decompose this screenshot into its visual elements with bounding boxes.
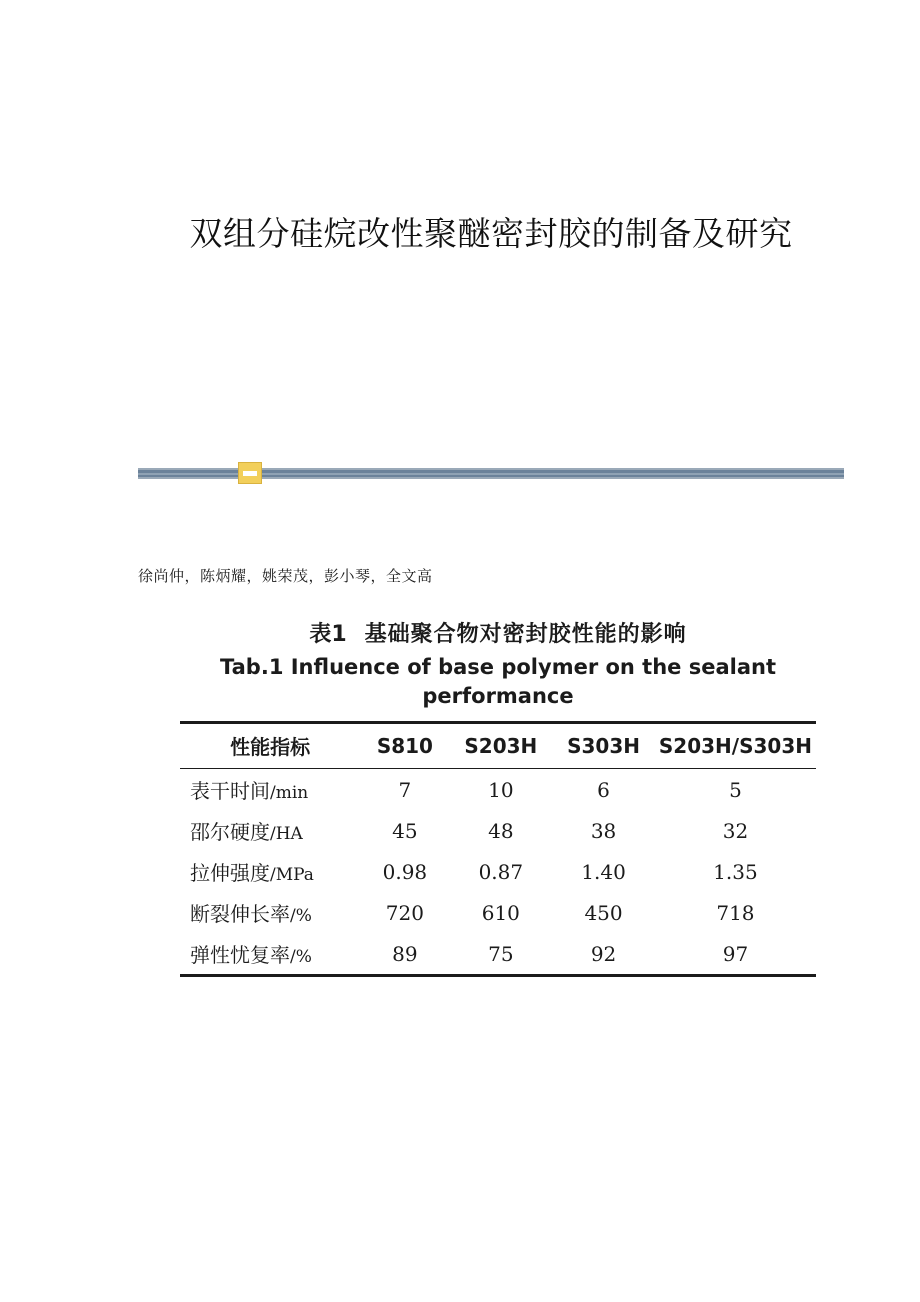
row-label-unit: /MPa — [270, 865, 314, 886]
table-cell: 1.40 — [581, 859, 626, 884]
row-label-unit: /HA — [270, 824, 303, 845]
figure-table-image — [158, 620, 838, 977]
table-cell: 45 — [392, 818, 418, 843]
row-label-text: 邵尔硬度 — [190, 820, 270, 845]
table-cell: 7 — [398, 777, 412, 802]
figure-caption-cn-text: 基础聚合物对密封胶性能的影响 — [364, 622, 687, 647]
table-cell: 92 — [590, 941, 617, 966]
table-cell: 0.87 — [478, 859, 524, 884]
figure-caption-number: 表1 — [309, 622, 347, 647]
figure-caption-cn — [158, 620, 838, 650]
table-cell: 10 — [488, 777, 514, 802]
table-cell: 0.98 — [382, 859, 428, 884]
table-cell: 75 — [488, 941, 514, 966]
page-title: 双组分硅烷改性聚醚密封胶的制备及研究 — [189, 217, 793, 253]
figure-caption-en: Tab.1 Influence of base polymer on the sealant performance — [220, 654, 776, 709]
table-cell: 1.35 — [713, 859, 758, 884]
table-body — [180, 769, 816, 976]
data-table — [180, 721, 816, 977]
decorative-divider — [138, 462, 844, 484]
table-header-cell-3: S303H — [567, 733, 640, 758]
table-cell: 450 — [584, 900, 623, 925]
table-row-label — [180, 769, 360, 811]
table-row — [180, 892, 816, 933]
table-row — [180, 769, 816, 811]
table-header-cell-1: S810 — [376, 733, 433, 758]
table-header-cell-2: S203H — [464, 733, 538, 758]
figure-table-wrapper — [158, 721, 838, 977]
table-header-row — [180, 723, 816, 769]
table-row-label — [180, 851, 360, 892]
table-cell: 718 — [716, 900, 755, 925]
table-cell: 32 — [722, 818, 749, 843]
author-list: 徐尚仲，陈炳耀，姚荣茂，彭小琴，全文高 — [138, 569, 433, 585]
table-cell: 97 — [722, 941, 749, 966]
page-content — [138, 0, 844, 1302]
divider-badge-icon — [238, 462, 262, 484]
row-label-unit: /% — [290, 906, 312, 927]
table-cell: 6 — [597, 777, 610, 802]
row-label-unit: /min — [270, 783, 309, 804]
table-row — [180, 851, 816, 892]
table-row — [180, 810, 816, 851]
row-label-text: 断裂伸长率 — [190, 902, 290, 927]
table-row-label — [180, 933, 360, 976]
table-cell: 5 — [729, 777, 742, 802]
table-cell: 89 — [392, 941, 418, 966]
table-cell: 48 — [488, 818, 514, 843]
table-cell: 720 — [385, 900, 424, 925]
row-label-unit: /% — [290, 947, 312, 968]
table-header-cell-0: 性能指标 — [230, 735, 311, 760]
row-label-text: 表干时间 — [190, 779, 270, 804]
table-row-label — [180, 892, 360, 933]
table-cell: 38 — [590, 818, 617, 843]
table-cell: 610 — [481, 900, 520, 925]
table-row — [180, 933, 816, 976]
row-label-text: 拉伸强度 — [190, 861, 270, 886]
table-header-cell-4: S203H/S303H — [658, 733, 812, 758]
row-label-text: 弹性忧复率 — [190, 943, 290, 968]
table-head — [180, 723, 816, 769]
table-row-label — [180, 810, 360, 851]
